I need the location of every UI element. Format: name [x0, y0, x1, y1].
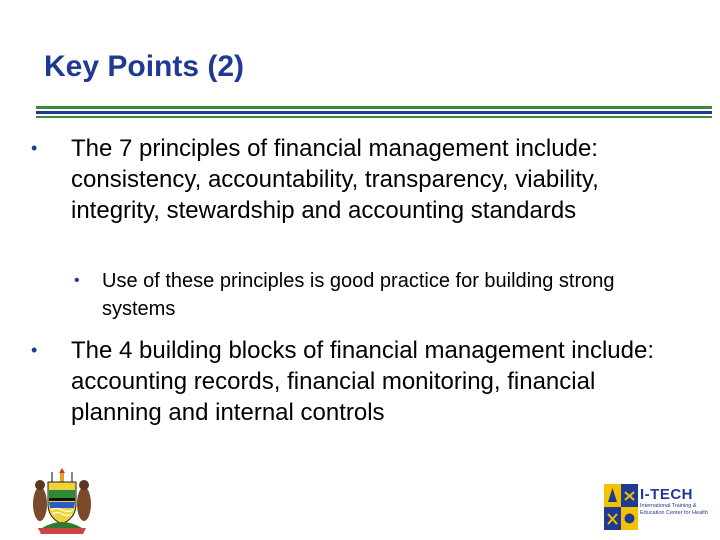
sub-bullet-item: [74, 267, 682, 323]
bullet-dot-icon: •: [31, 138, 38, 158]
bullet-text: The 7 principles of financial management include: consistency, accountability, transparency, viability, integrity, stewardship and accounting standards: [71, 135, 599, 224]
bullet-dot-icon: •: [31, 340, 38, 360]
itech-logo-text: [640, 486, 712, 517]
itech-logo: [604, 484, 714, 532]
bullet-dot-icon: •: [74, 272, 80, 289]
title-divider-green-top: [36, 106, 712, 109]
bullet-item: [31, 133, 691, 226]
title-divider-green-bottom: [36, 116, 712, 118]
bullet-item: [31, 335, 691, 428]
bullet-text: The 4 building blocks of financial management include: accounting records, financial monitoring, financial planning and internal controls: [71, 337, 655, 426]
itech-logo-subtitle: International Training & Education Center for Health: [640, 503, 708, 516]
bullet-text: Use of these principles is good practice for building strong systems: [102, 270, 615, 320]
itech-logo-icon: [604, 484, 638, 530]
coat-of-arms-icon: [28, 468, 96, 536]
title-divider-blue: [36, 111, 712, 114]
itech-logo-name: I-TECH: [640, 486, 693, 503]
slide-title: Key Points (2): [44, 50, 245, 83]
